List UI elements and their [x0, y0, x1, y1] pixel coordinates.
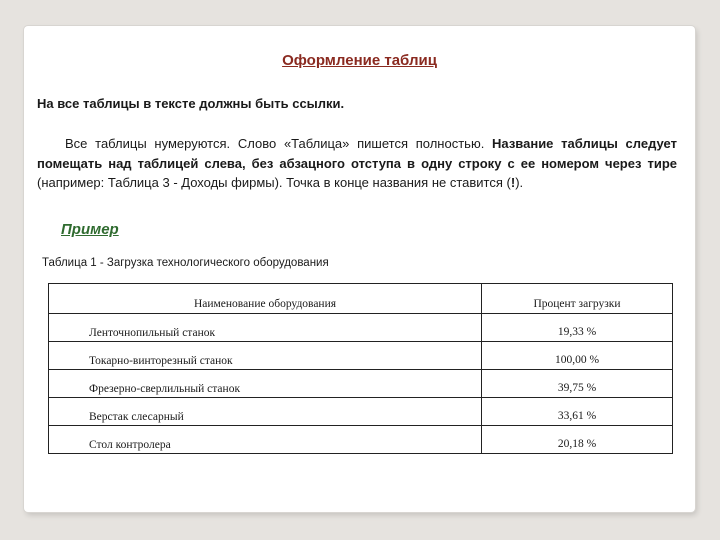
- rule-text-part4: !: [510, 175, 516, 190]
- equipment-name-cell: Стол контролера: [49, 426, 482, 454]
- load-percent-cell: 33,61 %: [482, 398, 673, 426]
- table-header-row: [49, 284, 673, 314]
- example-label: Пример: [61, 221, 119, 238]
- load-percent-cell: 20,18 %: [482, 426, 673, 454]
- slide: [24, 26, 695, 512]
- load-percent-cell: 19,33 %: [482, 314, 673, 342]
- rule-text-part5: ).: [515, 175, 524, 190]
- table-caption: Таблица 1 - Загрузка технологического оборудования: [42, 257, 329, 269]
- equipment-name-cell: Токарно-винторезный станок: [49, 342, 482, 370]
- rule-text-part3: (например: Таблица 3 - Доходы фирмы). Точка в конце названия не ставится (: [37, 175, 511, 190]
- equipment-name-cell: Ленточнопильный станок: [49, 314, 482, 342]
- column-header-equipment: Наименование оборудования: [49, 284, 482, 314]
- equipment-load-table: [48, 283, 673, 454]
- rule-text-part2: Название таблицы следует помещать над таблицей слева, без абзацного отступа в одну строку с ее номером через тире: [37, 136, 677, 171]
- column-header-load-percent: Процент загрузки: [482, 284, 673, 314]
- slide-title: Оформление таблиц: [282, 52, 437, 69]
- table-row: [49, 398, 673, 426]
- load-percent-cell: 100,00 %: [482, 342, 673, 370]
- table-row: [49, 370, 673, 398]
- load-percent-cell: 39,75 %: [482, 370, 673, 398]
- table-row: [49, 314, 673, 342]
- equipment-name-cell: Фрезерно-сверлильный станок: [49, 370, 482, 398]
- table-row: [49, 342, 673, 370]
- equipment-name-cell: Верстак слесарный: [49, 398, 482, 426]
- rule-text-part1: Все таблицы нумеруются. Слово «Таблица» пишется полностью.: [65, 136, 493, 151]
- table-row: [49, 426, 673, 454]
- rule-paragraph-references: На все таблицы в тексте должны быть ссылки.: [37, 96, 345, 111]
- rule-paragraph-numbering: [37, 134, 677, 193]
